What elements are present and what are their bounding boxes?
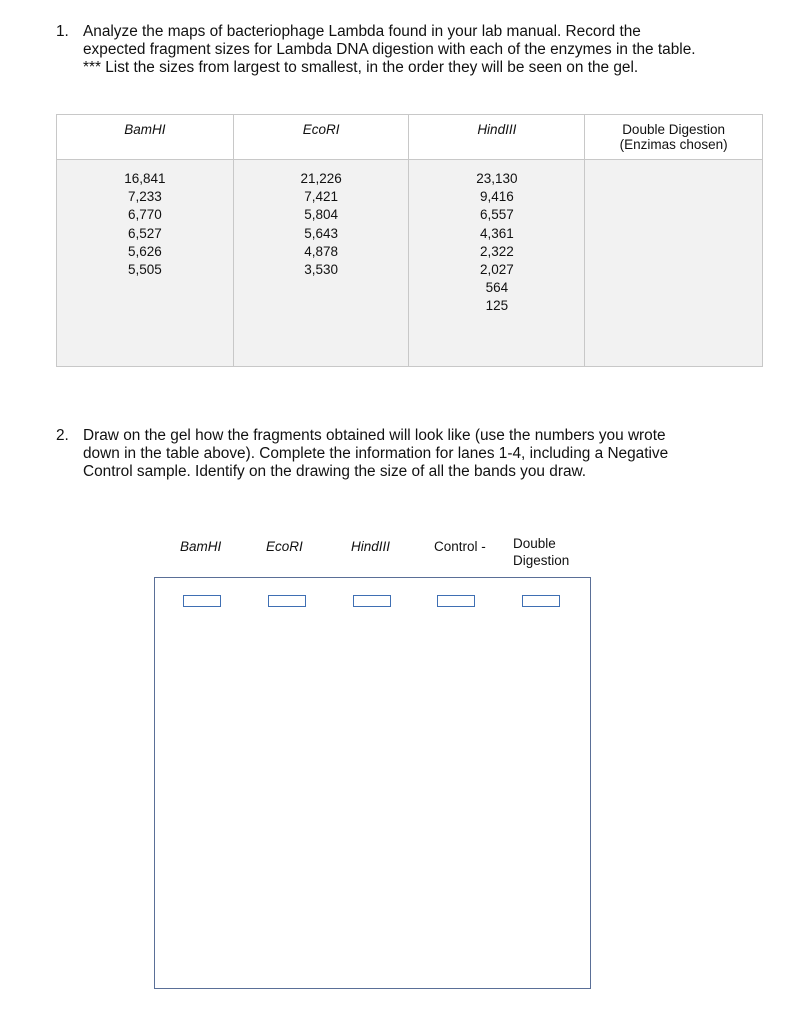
well-hindiii (353, 595, 391, 607)
hindiii-value: 23,130 (476, 171, 518, 186)
fragment-size-table (56, 114, 763, 367)
question-2-line-1: Draw on the gel how the fragments obtained will look like (use the numbers you wrote (83, 427, 666, 444)
lane-label-hindiii: HindIII (351, 539, 391, 554)
ecori-value: 21,226 (300, 171, 342, 186)
ecori-value: 5,643 (304, 225, 338, 241)
table-data-row (57, 160, 763, 367)
hindiii-value: 2,027 (479, 262, 514, 278)
well-bamhi (183, 595, 221, 607)
ecori-value: 3,530 (304, 262, 338, 278)
well-double-digestion (522, 595, 560, 607)
gel-drawing-area[interactable] (154, 577, 591, 989)
question-2-text (83, 427, 668, 481)
question-1-text (83, 23, 696, 77)
hindiii-value: 125 (485, 298, 509, 314)
cell-double-digestion-values[interactable] (585, 160, 763, 367)
hindiii-value: 9,416 (479, 189, 514, 205)
header-bamhi: BamHI (57, 115, 234, 160)
header-hindiii: HindIII (409, 115, 585, 160)
bamhi-value: 5,505 (127, 262, 162, 278)
question-1-number: 1. (56, 23, 69, 40)
question-2-line-3: Control sample. Identify on the drawing the size of all the bands you draw. (83, 463, 587, 480)
ecori-value: 4,878 (304, 243, 338, 259)
bamhi-value: 16,841 (124, 171, 166, 186)
cell-bamhi-values (57, 160, 234, 367)
hindiii-value: 564 (485, 280, 509, 296)
cell-ecori-values (233, 160, 409, 367)
ecori-value: 5,804 (304, 207, 338, 223)
bamhi-value: 6,527 (127, 225, 162, 241)
cell-hindiii-values (409, 160, 585, 367)
question-1-line-2: expected fragment sizes for Lambda DNA digestion with each of the enzymes in the table. (83, 41, 696, 58)
hindiii-value: 6,557 (479, 207, 514, 223)
hindiii-value: 2,322 (479, 243, 514, 259)
bamhi-value: 6,770 (127, 207, 162, 223)
hindiii-value: 4,361 (479, 225, 514, 241)
header-ecori: EcoRI (233, 115, 409, 160)
lane-label-bamhi: BamHI (180, 539, 222, 554)
lane-label-ecori: EcoRI (266, 539, 303, 554)
well-ecori (268, 595, 306, 607)
lane-label-control: Control - (434, 539, 486, 554)
header-double-digestion: Double Digestion (Enzimas chosen) (585, 115, 763, 160)
well-control (437, 595, 475, 607)
ecori-value: 7,421 (304, 189, 338, 205)
question-1-line-1: Analyze the maps of bacteriophage Lambda found in your lab manual. Record the (83, 23, 641, 40)
question-1-line-3: *** List the sizes from largest to smallest, in the order they will be seen on the gel. (83, 59, 639, 76)
bamhi-value: 5,626 (127, 243, 162, 259)
lane-label-digestion: Digestion (513, 553, 570, 568)
question-2-number: 2. (56, 427, 69, 444)
bamhi-value: 7,233 (127, 189, 162, 205)
question-2-line-2: down in the table above). Complete the information for lanes 1-4, including a Negative (83, 445, 669, 462)
lane-label-double: Double (513, 536, 556, 551)
table-header-row (57, 115, 763, 160)
